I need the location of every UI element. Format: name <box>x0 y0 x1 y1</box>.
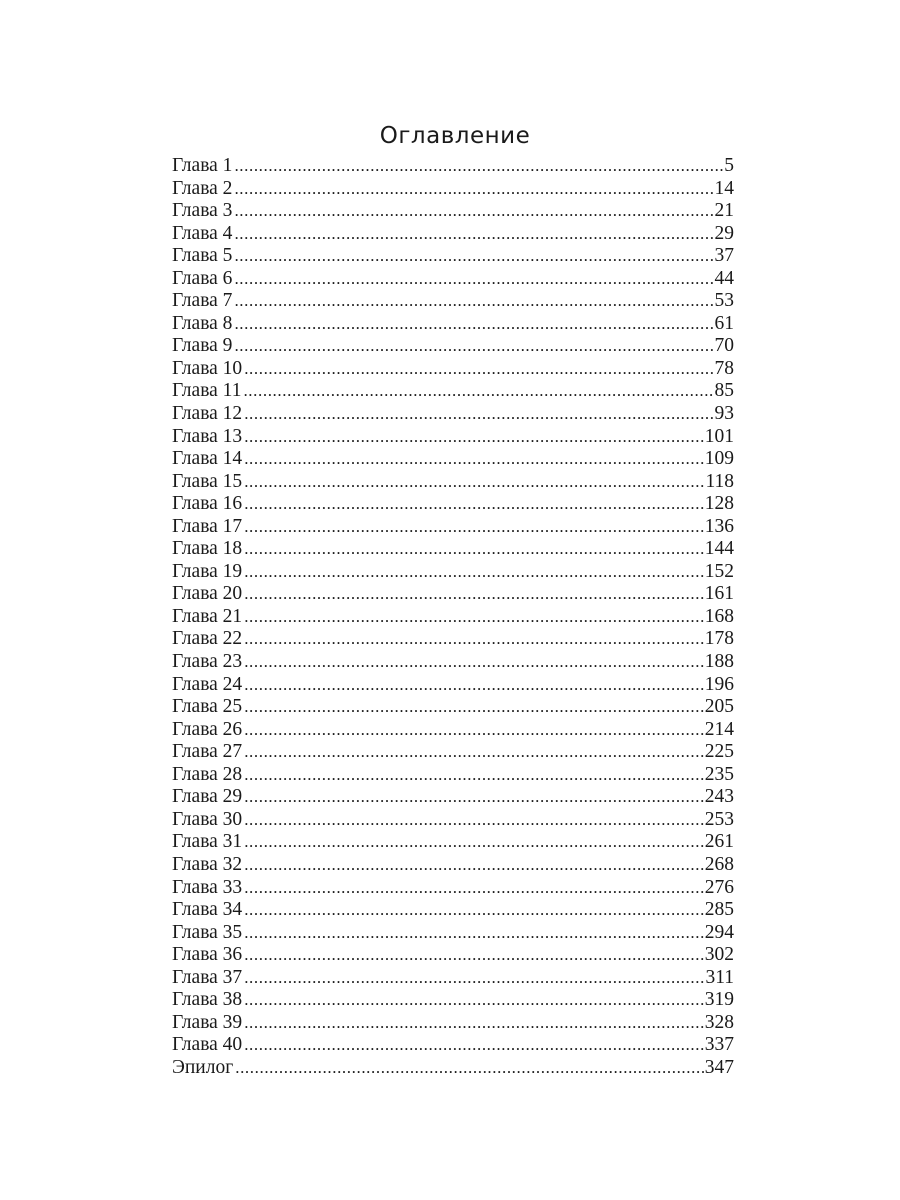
toc-entry-page-number: 302 <box>704 944 734 966</box>
toc-entry-label: Глава 26 <box>172 718 243 740</box>
toc-entry <box>172 200 734 223</box>
toc-entry-page-number: 276 <box>704 876 734 898</box>
toc-entry-label: Глава 17 <box>172 515 243 537</box>
toc-entry-page-number: 328 <box>704 1011 734 1033</box>
dot-leader <box>244 426 704 449</box>
dot-leader <box>244 403 713 426</box>
dot-leader <box>244 516 704 539</box>
toc-entry-page-number: 196 <box>704 673 734 695</box>
toc-entry-label: Глава 12 <box>172 403 243 425</box>
toc-entry-label: Глава 13 <box>172 425 243 447</box>
toc-entry-label: Глава 36 <box>172 944 243 966</box>
toc-entry-label: Глава 9 <box>172 335 233 357</box>
toc-title: Оглавление <box>379 123 531 149</box>
toc-entry-label: Глава 15 <box>172 470 243 492</box>
toc-entry-label: Глава 2 <box>172 177 233 199</box>
toc-entry-page-number: 168 <box>704 605 734 627</box>
toc-entry-page-number: 268 <box>704 853 734 875</box>
toc-entry <box>172 561 734 584</box>
toc-entry-label: Глава 33 <box>172 876 243 898</box>
toc-entry-page-number: 53 <box>714 290 734 312</box>
toc-entry <box>172 764 734 787</box>
toc-entry-page-number: 78 <box>714 357 734 379</box>
dot-leader <box>244 628 704 651</box>
toc-entry <box>172 335 734 358</box>
toc-entry <box>172 967 734 990</box>
toc-entry-page-number: 161 <box>704 583 734 605</box>
toc-entry-label: Глава 21 <box>172 605 243 627</box>
toc-entry-page-number: 93 <box>714 403 734 425</box>
dot-leader <box>234 290 713 313</box>
toc-entry <box>172 516 734 539</box>
toc-entry-label: Глава 32 <box>172 853 243 875</box>
toc-entry-page-number: 178 <box>704 628 734 650</box>
toc-entry-page-number: 235 <box>704 763 734 785</box>
toc-entry-label: Глава 23 <box>172 651 243 673</box>
toc-entry-label: Глава 24 <box>172 673 243 695</box>
dot-leader <box>244 1034 704 1057</box>
toc-entry <box>172 403 734 426</box>
toc-entry-label: Глава 25 <box>172 696 243 718</box>
toc-entry-label: Глава 35 <box>172 921 243 943</box>
toc-entry-page-number: 144 <box>704 538 734 560</box>
dot-leader <box>244 674 704 697</box>
toc-entry <box>172 877 734 900</box>
toc-entry-page-number: 214 <box>704 718 734 740</box>
toc-entry-page-number: 319 <box>704 989 734 1011</box>
toc-entry-label: Глава 30 <box>172 808 243 830</box>
toc-entry <box>172 313 734 336</box>
toc-entry-page-number: 37 <box>714 245 734 267</box>
toc-entry-page-number: 285 <box>704 899 734 921</box>
toc-entry <box>172 1057 734 1080</box>
toc-entry-label: Глава 6 <box>172 267 233 289</box>
toc-entry-page-number: 44 <box>714 267 734 289</box>
toc-entry <box>172 223 734 246</box>
toc-entry-page-number: 294 <box>704 921 734 943</box>
toc-entry <box>172 155 734 178</box>
toc-entry <box>172 245 734 268</box>
dot-leader <box>244 764 704 787</box>
toc-entry-label: Глава 16 <box>172 493 243 515</box>
toc-entry-label: Глава 19 <box>172 560 243 582</box>
toc-entry-page-number: 109 <box>704 448 734 470</box>
dot-leader <box>234 200 713 223</box>
dot-leader <box>244 358 713 381</box>
toc-entry-page-number: 205 <box>704 696 734 718</box>
toc-list <box>172 155 734 1079</box>
dot-leader <box>234 245 713 268</box>
dot-leader <box>244 538 704 561</box>
toc-entry <box>172 268 734 291</box>
toc-entry <box>172 741 734 764</box>
toc-entry-page-number: 253 <box>704 808 734 830</box>
toc-entry-page-number: 5 <box>724 155 734 176</box>
toc-entry-label: Глава 5 <box>172 245 233 267</box>
dot-leader <box>244 1012 704 1035</box>
dot-leader <box>243 380 713 403</box>
toc-entry-label: Глава 7 <box>172 290 233 312</box>
toc-entry-label: Глава 1 <box>172 155 233 176</box>
dot-leader <box>244 471 704 494</box>
dot-leader <box>244 719 704 742</box>
toc-entry <box>172 922 734 945</box>
dot-leader <box>244 854 704 877</box>
dot-leader <box>244 606 704 629</box>
toc-entry-page-number: 152 <box>704 560 734 582</box>
toc-entry <box>172 651 734 674</box>
toc-entry-label: Глава 11 <box>172 380 242 402</box>
toc-entry-page-number: 29 <box>714 222 734 244</box>
dot-leader <box>244 809 704 832</box>
toc-entry <box>172 538 734 561</box>
toc-entry-page-number: 21 <box>714 200 734 222</box>
dot-leader <box>234 178 713 201</box>
toc-entry <box>172 1012 734 1035</box>
toc-entry-label: Глава 37 <box>172 966 243 988</box>
toc-entry <box>172 380 734 403</box>
toc-entry-page-number: 225 <box>704 741 734 763</box>
toc-entry-label: Глава 22 <box>172 628 243 650</box>
toc-entry-label: Глава 3 <box>172 200 233 222</box>
toc-entry-page-number: 311 <box>705 966 734 988</box>
toc-entry-page-number: 118 <box>705 470 734 492</box>
toc-entry-page-number: 128 <box>704 493 734 515</box>
dot-leader <box>244 967 704 990</box>
toc-entry <box>172 831 734 854</box>
toc-entry-label: Глава 4 <box>172 222 233 244</box>
toc-entry-page-number: 101 <box>704 425 734 447</box>
toc-entry-page-number: 14 <box>714 177 734 199</box>
toc-entry <box>172 1034 734 1057</box>
toc-entry <box>172 696 734 719</box>
toc-entry <box>172 426 734 449</box>
toc-entry-label: Глава 29 <box>172 786 243 808</box>
toc-entry-page-number: 61 <box>714 312 734 334</box>
toc-entry <box>172 493 734 516</box>
dot-leader <box>244 944 704 967</box>
toc-entry-label: Глава 34 <box>172 899 243 921</box>
toc-entry <box>172 944 734 967</box>
dot-leader <box>244 651 704 674</box>
toc-entry <box>172 809 734 832</box>
dot-leader <box>244 583 704 606</box>
toc-entry <box>172 854 734 877</box>
toc-entry-label: Глава 28 <box>172 763 243 785</box>
toc-entry <box>172 674 734 697</box>
toc-entry <box>172 606 734 629</box>
dot-leader <box>234 313 713 336</box>
dot-leader <box>234 268 713 291</box>
toc-entry <box>172 290 734 313</box>
toc-entry-page-number: 136 <box>704 515 734 537</box>
toc-entry-page-number: 85 <box>714 380 734 402</box>
dot-leader <box>244 696 704 719</box>
dot-leader <box>244 493 704 516</box>
toc-entry-label: Глава 31 <box>172 831 243 853</box>
dot-leader <box>244 899 704 922</box>
toc-entry-label: Глава 27 <box>172 741 243 763</box>
dot-leader <box>244 831 704 854</box>
dot-leader <box>244 741 704 764</box>
toc-entry-label: Глава 20 <box>172 583 243 605</box>
toc-entry <box>172 989 734 1012</box>
toc-entry-label: Глава 10 <box>172 357 243 379</box>
dot-leader <box>235 1057 704 1080</box>
toc-entry-label: Глава 8 <box>172 312 233 334</box>
toc-entry-page-number: 337 <box>704 1034 734 1056</box>
toc-entry-page-number: 70 <box>714 335 734 357</box>
toc-entry-label: Глава 14 <box>172 448 243 470</box>
toc-entry-label: Глава 38 <box>172 989 243 1011</box>
dot-leader <box>244 877 704 900</box>
toc-entry <box>172 358 734 381</box>
toc-entry-label: Эпилог <box>172 1056 234 1078</box>
dot-leader <box>244 561 704 584</box>
toc-entry-page-number: 243 <box>704 786 734 808</box>
toc-entry <box>172 471 734 494</box>
toc-entry <box>172 178 734 201</box>
toc-entry <box>172 899 734 922</box>
toc-entry-page-number: 188 <box>704 651 734 673</box>
toc-entry-label: Глава 39 <box>172 1011 243 1033</box>
dot-leader <box>234 223 713 246</box>
toc-entry <box>172 583 734 606</box>
toc-entry-label: Глава 18 <box>172 538 243 560</box>
toc-entry <box>172 628 734 651</box>
toc-entry-label: Глава 40 <box>172 1034 243 1056</box>
dot-leader <box>244 989 704 1012</box>
toc-entry-page-number: 261 <box>704 831 734 853</box>
toc-entry <box>172 719 734 742</box>
dot-leader <box>244 922 704 945</box>
dot-leader <box>234 335 713 358</box>
toc-entry <box>172 448 734 471</box>
dot-leader <box>234 155 723 178</box>
toc-entry-page-number: 347 <box>704 1056 734 1078</box>
toc-entry <box>172 786 734 809</box>
dot-leader <box>244 786 704 809</box>
dot-leader <box>244 448 704 471</box>
